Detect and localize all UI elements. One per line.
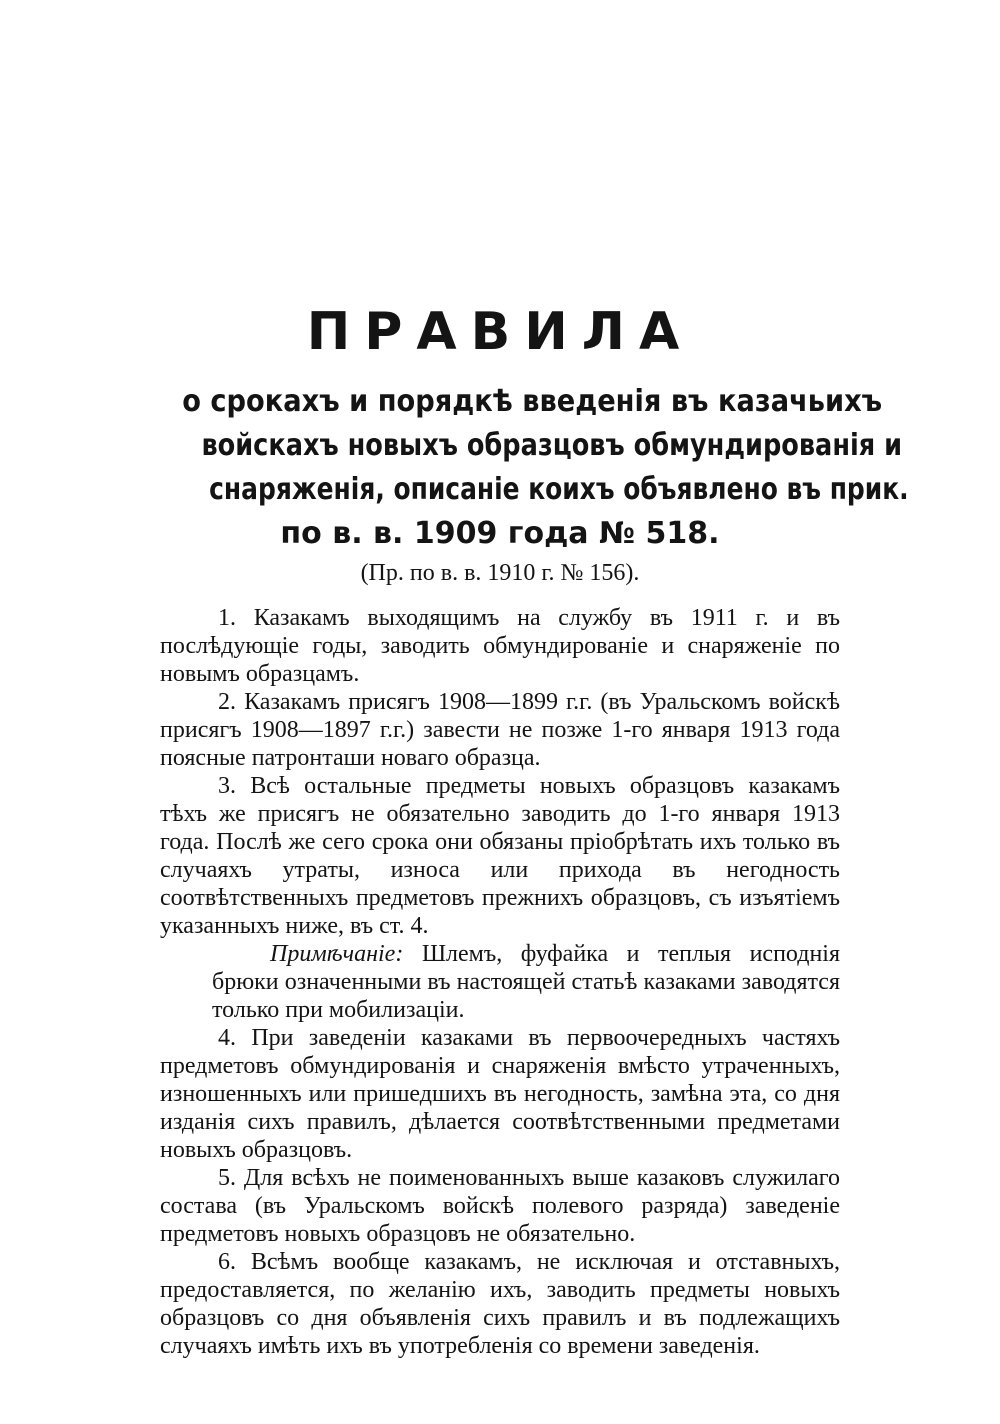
note-text: Шлемъ, фуфайка и теплыя исподнія брюки означенными въ настоящей статьѣ казаками заводятся только при мобилизаціи. — [212, 941, 840, 1023]
subtitle-line: о срокахъ и порядкѣ введенія въ казачьихъ — [182, 384, 883, 419]
note-label: Примѣчаніе: — [270, 941, 404, 967]
rule-paragraph-5: 5. Для всѣхъ не поименованныхъ выше казаковъ служилаго состава (въ Уральскомъ войскѣ полевого разряда) заведеніе предметовъ новыхъ образцовъ не обязательно. — [160, 1165, 840, 1247]
rule-paragraph-4: 4. При заведеніи казаками въ первоочередныхъ частяхъ предметовъ обмундированія и снаряженія вмѣсто утраченныхъ, изношенныхъ или пришедшихъ въ негодность, замѣна эта, со дня изданія сихъ правилъ, дѣлается соотвѣтственными предметами новыхъ образцовъ. — [160, 1025, 840, 1163]
rule-note — [212, 940, 840, 1024]
subtitle-line: по в. в. 1909 года № 518. — [280, 516, 720, 551]
rule-paragraph-2: 2. Казакамъ присягъ 1908—1899 г.г. (въ Уральскомъ войскѣ присягъ 1908—1897 г.г.) завести не позже 1-го января 1913 года поясные патронташи новаго образца. — [160, 689, 840, 771]
rule-paragraph-1: 1. Казакамъ выходящимъ на службу въ 1911 г. и въ послѣдующіе годы, заводить обмундированіе и снаряженіе по новымъ образцамъ. — [160, 605, 840, 687]
rule-paragraph-6: 6. Всѣмъ вообще казакамъ, не исключая и отставныхъ, предоставляется, по желанію ихъ, заводить предметы новыхъ образцовъ со дня объявленія сихъ правилъ и въ подлежащихъ случаяхъ имѣть ихъ въ употребленія со времени заведенія. — [160, 1249, 840, 1359]
subtitle-line: снаряженія, описаніе коихъ объявлено въ прик. — [209, 472, 909, 507]
rules-body — [160, 604, 840, 1360]
source-reference: (Пр. по в. в. 1910 г. № 156). — [360, 560, 640, 586]
subtitle-line: войскахъ новыхъ образцовъ обмундированія и — [201, 428, 903, 463]
rule-paragraph-3: 3. Всѣ остальные предметы новыхъ образцовъ казакамъ тѣхъ же присягъ не обязательно заводить до 1-го января 1913 года. Послѣ же сего срока они обязаны пріобрѣтать ихъ только въ случаяхъ утраты, износа или прихода въ негодность соотвѣтственныхъ предметовъ прежнихъ образцовъ, съ изъятіемъ указанныхъ ниже, въ ст. 4. — [160, 773, 840, 939]
page-subtitle — [150, 380, 909, 556]
page-title: ПРАВИЛА — [306, 302, 694, 362]
